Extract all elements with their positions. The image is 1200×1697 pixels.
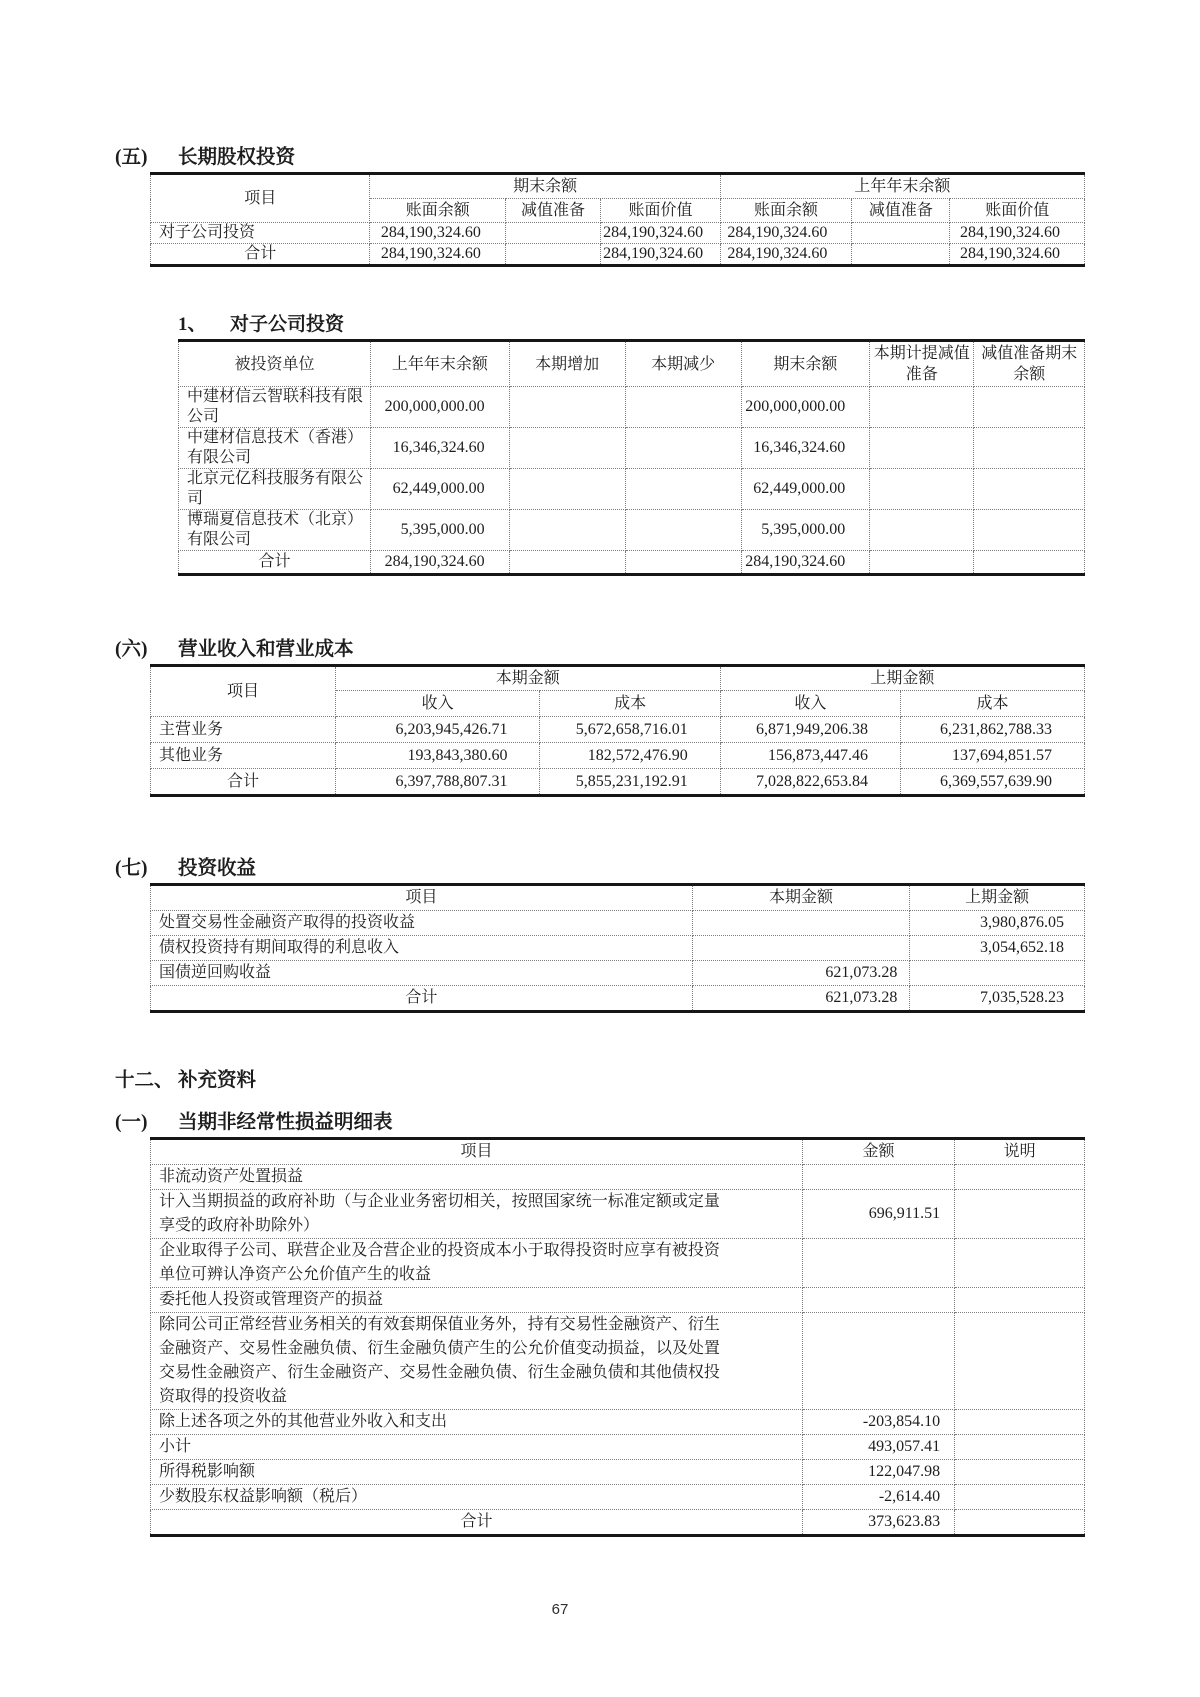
revenue-cost-table bbox=[150, 664, 1085, 797]
amount-cell: 200,000,000.00 bbox=[371, 387, 510, 428]
amount-cell bbox=[852, 223, 950, 244]
amount-cell bbox=[852, 244, 950, 266]
amount-cell: 16,346,324.60 bbox=[741, 428, 870, 469]
note-cell bbox=[955, 1460, 1085, 1485]
col-header-amount: 金额 bbox=[802, 1139, 954, 1165]
amount-cell: 5,395,000.00 bbox=[371, 510, 510, 551]
amount-cell bbox=[870, 387, 974, 428]
total-row bbox=[151, 244, 1085, 266]
table-row bbox=[179, 510, 1085, 551]
amount-cell bbox=[625, 387, 741, 428]
table-row bbox=[151, 717, 1085, 743]
col-header-item: 项目 bbox=[151, 885, 693, 911]
amount-cell: 6,369,557,639.90 bbox=[900, 769, 1084, 796]
total-row bbox=[179, 551, 1085, 575]
table-row bbox=[151, 936, 1085, 961]
section-label: (五) bbox=[115, 147, 148, 168]
table-row bbox=[151, 1190, 1085, 1239]
amount-cell: 182,572,476.90 bbox=[540, 743, 720, 769]
amount-cell bbox=[692, 936, 910, 961]
col-group-prior-period: 上期金额 bbox=[720, 666, 1084, 691]
subsection-label: (一) bbox=[115, 1112, 148, 1133]
row-label: 中建材信云智联科技有限公司 bbox=[179, 387, 371, 428]
amount-cell bbox=[692, 911, 910, 936]
row-label: 除上述各项之外的其他营业外收入和支出 bbox=[151, 1410, 803, 1435]
amount-cell bbox=[509, 551, 625, 575]
amount-cell bbox=[509, 510, 625, 551]
amount-cell: 493,057.41 bbox=[802, 1435, 954, 1460]
section-heading bbox=[115, 146, 1200, 170]
col-header-item: 项目 bbox=[151, 1139, 803, 1165]
total-row bbox=[151, 769, 1085, 796]
amount-cell: 5,395,000.00 bbox=[741, 510, 870, 551]
amount-cell: 6,871,949,206.38 bbox=[720, 717, 900, 743]
table-row bbox=[151, 1460, 1085, 1485]
col-header-ending-balance: 期末余额 bbox=[741, 341, 870, 387]
note-cell bbox=[955, 1313, 1085, 1410]
subsection-heading bbox=[115, 1111, 1200, 1135]
investment-income-table bbox=[150, 883, 1085, 1013]
amount-cell: 284,190,324.60 bbox=[601, 244, 721, 266]
amount-cell bbox=[910, 961, 1085, 986]
subsection-title: 当期非经常性损益明细表 bbox=[178, 1112, 393, 1133]
amount-cell: 696,911.51 bbox=[802, 1190, 954, 1239]
amount-cell: 621,073.28 bbox=[692, 961, 910, 986]
section-revenue-cost bbox=[0, 638, 1200, 797]
section-investment-income bbox=[0, 857, 1200, 1013]
col-header-investee: 被投资单位 bbox=[179, 341, 371, 387]
row-label: 企业取得子公司、联营企业及合营企业的投资成本小于取得投资时应享有被投资单位可辨认净资产公允价值产生的收益 bbox=[151, 1239, 803, 1288]
amount-cell: 200,000,000.00 bbox=[741, 387, 870, 428]
subsection-title: 对子公司投资 bbox=[230, 314, 345, 335]
col-header-book-balance: 账面余额 bbox=[720, 199, 852, 223]
row-label: 计入当期损益的政府补助（与企业业务密切相关，按照国家统一标准定额或定量享受的政府补助除外） bbox=[151, 1190, 803, 1239]
col-header-cost: 成本 bbox=[900, 691, 1084, 717]
row-label-total: 合计 bbox=[179, 551, 371, 575]
col-header-impairment-provision: 本期计提减值准备 bbox=[870, 341, 974, 387]
amount-cell: 137,694,851.57 bbox=[900, 743, 1084, 769]
subsidiary-investment-table bbox=[178, 339, 1085, 576]
note-cell bbox=[955, 1410, 1085, 1435]
col-header-item: 项目 bbox=[151, 666, 336, 717]
section-heading bbox=[115, 857, 1200, 881]
row-label-total: 合计 bbox=[151, 986, 693, 1012]
row-label: 非流动资产处置损益 bbox=[151, 1165, 803, 1190]
row-label-total: 合计 bbox=[151, 1510, 803, 1536]
amount-cell bbox=[870, 469, 974, 510]
amount-cell bbox=[974, 469, 1085, 510]
amount-cell bbox=[974, 510, 1085, 551]
row-label: 委托他人投资或管理资产的损益 bbox=[151, 1288, 803, 1313]
amount-cell: 6,397,788,807.31 bbox=[335, 769, 540, 796]
note-cell bbox=[955, 1190, 1085, 1239]
amount-cell bbox=[974, 428, 1085, 469]
amount-cell: 284,190,324.60 bbox=[601, 223, 721, 244]
row-label: 债权投资持有期间取得的利息收入 bbox=[151, 936, 693, 961]
amount-cell: -203,854.10 bbox=[802, 1410, 954, 1435]
col-header-impairment-ending: 减值准备期末余额 bbox=[974, 341, 1085, 387]
amount-cell: 122,047.98 bbox=[802, 1460, 954, 1485]
row-label: 博瑞夏信息技术（北京）有限公司 bbox=[179, 510, 371, 551]
table-row bbox=[151, 1485, 1085, 1510]
table-row bbox=[151, 223, 1085, 244]
amount-cell: 16,346,324.60 bbox=[371, 428, 510, 469]
amount-cell: -2,614.40 bbox=[802, 1485, 954, 1510]
table-row bbox=[151, 1410, 1085, 1435]
amount-cell: 7,035,528.23 bbox=[910, 986, 1085, 1012]
row-label: 对子公司投资 bbox=[151, 223, 370, 244]
amount-cell: 284,190,324.60 bbox=[720, 223, 852, 244]
amount-cell: 6,203,945,426.71 bbox=[335, 717, 540, 743]
amount-cell: 284,190,324.60 bbox=[741, 551, 870, 575]
col-group-prior-year-balance: 上年年末余额 bbox=[720, 174, 1084, 199]
section-heading bbox=[115, 1069, 1200, 1093]
table-row bbox=[151, 1313, 1085, 1410]
amount-cell bbox=[802, 1313, 954, 1410]
table-row bbox=[151, 743, 1085, 769]
col-header-item: 项目 bbox=[151, 174, 370, 223]
amount-cell: 5,855,231,192.91 bbox=[540, 769, 720, 796]
amount-cell bbox=[870, 510, 974, 551]
col-group-current-period: 本期金额 bbox=[335, 666, 720, 691]
amount-cell: 3,054,652.18 bbox=[910, 936, 1085, 961]
section-subsidiary-investments bbox=[0, 313, 1200, 576]
row-label: 国债逆回购收益 bbox=[151, 961, 693, 986]
amount-cell: 284,190,324.60 bbox=[720, 244, 852, 266]
row-label: 小计 bbox=[151, 1435, 803, 1460]
table-row bbox=[151, 1165, 1085, 1190]
non-recurring-items-table bbox=[150, 1137, 1085, 1537]
amount-cell: 284,190,324.60 bbox=[370, 244, 505, 266]
section-title: 投资收益 bbox=[178, 858, 257, 879]
amount-cell bbox=[974, 551, 1085, 575]
note-cell bbox=[955, 1165, 1085, 1190]
section-supplementary-info bbox=[0, 1069, 1200, 1093]
amount-cell bbox=[505, 244, 600, 266]
subtotal-row bbox=[151, 1435, 1085, 1460]
subsection-label: 1、 bbox=[178, 314, 207, 335]
note-cell bbox=[955, 1435, 1085, 1460]
amount-cell bbox=[625, 551, 741, 575]
col-header-impairment: 减值准备 bbox=[852, 199, 950, 223]
section-label: (六) bbox=[115, 639, 148, 660]
note-cell bbox=[955, 1485, 1085, 1510]
amount-cell: 5,672,658,716.01 bbox=[540, 717, 720, 743]
table-row bbox=[151, 911, 1085, 936]
section-title: 营业收入和营业成本 bbox=[178, 639, 354, 660]
col-header-book-balance: 账面余额 bbox=[370, 199, 505, 223]
col-header-prior-period: 上期金额 bbox=[910, 885, 1085, 911]
col-header-note: 说明 bbox=[955, 1139, 1085, 1165]
amount-cell bbox=[802, 1165, 954, 1190]
col-header-book-value: 账面价值 bbox=[601, 199, 721, 223]
table-row bbox=[179, 428, 1085, 469]
amount-cell bbox=[974, 387, 1085, 428]
amount-cell: 6,231,862,788.33 bbox=[900, 717, 1084, 743]
amount-cell: 284,190,324.60 bbox=[950, 223, 1085, 244]
col-header-income: 收入 bbox=[335, 691, 540, 717]
row-label: 除同公司正常经营业务相关的有效套期保值业务外，持有交易性金融资产、衍生金融资产、交易性金融负债、衍生金融负债产生的公允价值变动损益，以及处置交易性金融资产、衍生金融资产、交易性金融负债、衍生金融负债和其他债权投资取得的投资收益 bbox=[151, 1313, 803, 1410]
row-label-total: 合计 bbox=[151, 769, 336, 796]
amount-cell bbox=[802, 1239, 954, 1288]
col-header-decrease: 本期减少 bbox=[625, 341, 741, 387]
amount-cell: 62,449,000.00 bbox=[371, 469, 510, 510]
row-label: 处置交易性金融资产取得的投资收益 bbox=[151, 911, 693, 936]
amount-cell bbox=[505, 223, 600, 244]
section-title: 长期股权投资 bbox=[178, 147, 296, 168]
section-heading bbox=[115, 638, 1200, 662]
amount-cell: 3,980,876.05 bbox=[910, 911, 1085, 936]
row-label: 少数股东权益影响额（税后） bbox=[151, 1485, 803, 1510]
row-label: 北京元亿科技服务有限公司 bbox=[179, 469, 371, 510]
amount-cell bbox=[509, 469, 625, 510]
row-label: 其他业务 bbox=[151, 743, 336, 769]
col-header-book-value: 账面价值 bbox=[950, 199, 1085, 223]
amount-cell: 7,028,822,653.84 bbox=[720, 769, 900, 796]
amount-cell bbox=[509, 387, 625, 428]
section-label: 十二、 bbox=[115, 1070, 174, 1091]
table-row bbox=[179, 387, 1085, 428]
section-label: (七) bbox=[115, 858, 148, 879]
note-cell bbox=[955, 1510, 1085, 1536]
amount-cell bbox=[509, 428, 625, 469]
amount-cell: 284,190,324.60 bbox=[371, 551, 510, 575]
section-long-term-equity bbox=[0, 146, 1200, 267]
amount-cell: 621,073.28 bbox=[692, 986, 910, 1012]
subsection-heading bbox=[178, 313, 1200, 337]
amount-cell bbox=[625, 510, 741, 551]
row-label-total: 合计 bbox=[151, 244, 370, 266]
note-cell bbox=[955, 1239, 1085, 1288]
col-group-ending-balance: 期末余额 bbox=[370, 174, 720, 199]
amount-cell bbox=[625, 469, 741, 510]
amount-cell: 156,873,447.46 bbox=[720, 743, 900, 769]
amount-cell bbox=[625, 428, 741, 469]
col-header-prior-year-balance: 上年年末余额 bbox=[371, 341, 510, 387]
table-row bbox=[151, 1239, 1085, 1288]
total-row bbox=[151, 986, 1085, 1012]
table-row bbox=[151, 961, 1085, 986]
table-row bbox=[179, 469, 1085, 510]
col-header-current-period: 本期金额 bbox=[692, 885, 910, 911]
amount-cell: 193,843,380.60 bbox=[335, 743, 540, 769]
row-label: 中建材信息技术（香港）有限公司 bbox=[179, 428, 371, 469]
amount-cell: 373,623.83 bbox=[802, 1510, 954, 1536]
amount-cell: 284,190,324.60 bbox=[950, 244, 1085, 266]
col-header-increase: 本期增加 bbox=[509, 341, 625, 387]
amount-cell bbox=[870, 428, 974, 469]
table-row bbox=[151, 1288, 1085, 1313]
total-row bbox=[151, 1510, 1085, 1536]
amount-cell: 284,190,324.60 bbox=[370, 223, 505, 244]
row-label: 主营业务 bbox=[151, 717, 336, 743]
col-header-cost: 成本 bbox=[540, 691, 720, 717]
amount-cell bbox=[870, 551, 974, 575]
section-title: 补充资料 bbox=[178, 1070, 257, 1091]
long-term-equity-table bbox=[150, 172, 1085, 267]
page-number: 67 bbox=[551, 1601, 569, 1618]
amount-cell: 62,449,000.00 bbox=[741, 469, 870, 510]
row-label: 所得税影响额 bbox=[151, 1460, 803, 1485]
section-non-recurring-items bbox=[0, 1111, 1200, 1537]
note-cell bbox=[955, 1288, 1085, 1313]
col-header-income: 收入 bbox=[720, 691, 900, 717]
col-header-impairment: 减值准备 bbox=[505, 199, 600, 223]
amount-cell bbox=[802, 1288, 954, 1313]
